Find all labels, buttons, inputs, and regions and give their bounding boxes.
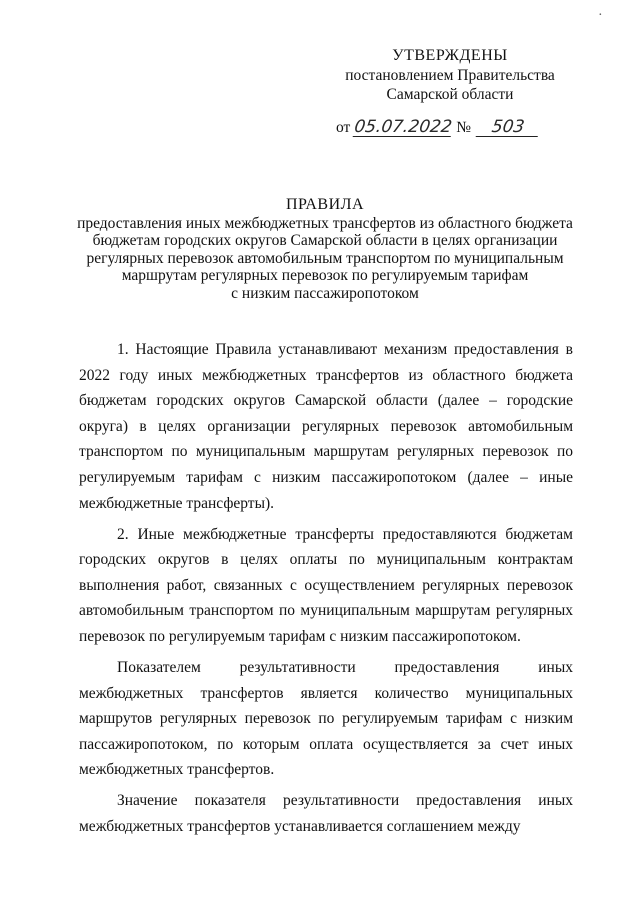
paragraph-4: Значение показателя результативности предоставления иных межбюджетных трансфертов устанавливается соглашением между <box>79 792 573 835</box>
paragraph-2: 2. Иные межбюджетные трансферты предоставляются бюджетам городских округов в целях оплаты по муниципальным контрактам выполнения работ, связанных с осуществлением регулярных перевозок автомобильным транспортом по муниципальным маршрутам регулярных перевозок по регулируемым тарифам с низким пассажиропотоком. <box>79 525 573 645</box>
approved-region-line: Самарской области <box>386 86 514 103</box>
rules-subtitle-line: регулярных перевозок автомобильным транспортом по муниципальным <box>86 249 564 267</box>
paragraph-3: Показателем результативности предоставления иных межбюджетных трансфертов является количество муниципальных маршрутов регулярных перевозок по регулируемым тарифам с низким пассажиропотоком, по которым оплата осуществляется за счет иных межбюджетных трансфертов. <box>79 658 573 779</box>
approved-by-line: постановлением Правительства <box>345 67 555 84</box>
handwritten-number: 503 <box>476 118 541 137</box>
rules-subtitle-line: предоставления иных межбюджетных трансфертов из областного бюджета <box>77 214 573 232</box>
rules-subtitle-line: с низким пассажиропотоком <box>231 284 419 302</box>
rules-heading-block <box>70 196 580 302</box>
paragraph-1: 1. Настоящие Правила устанавливают механизм предоставления в 2022 году иных межбюджетных трансфертов из областного бюджета бюджетам городских округов Самарской области (далее – городские округа) в целях организации регулярных перевозок автомобильным транспортом по муниципальным маршрутам регулярных перевозок по регулируемым тарифам с низким пассажиропотоком (далее – иные межбюджетные трансферты). <box>79 341 573 512</box>
number-label: № <box>456 119 471 136</box>
document-body <box>79 337 573 845</box>
rules-title: ПРАВИЛА <box>285 196 365 213</box>
rules-subtitle-line: маршрутам регулярных перевозок по регулируемым тарифам <box>121 267 529 284</box>
rules-subtitle-line: бюджетам городских округов Самарской области в целях организации <box>92 232 558 249</box>
approved-heading: УТВЕРЖДЕНЫ <box>392 47 508 64</box>
corner-mark: · <box>598 8 603 23</box>
decree-date-number-row <box>336 116 576 140</box>
approval-stamp-block <box>330 46 570 104</box>
from-label: от <box>336 119 351 136</box>
handwritten-date: 05.07.2022 <box>353 117 454 137</box>
